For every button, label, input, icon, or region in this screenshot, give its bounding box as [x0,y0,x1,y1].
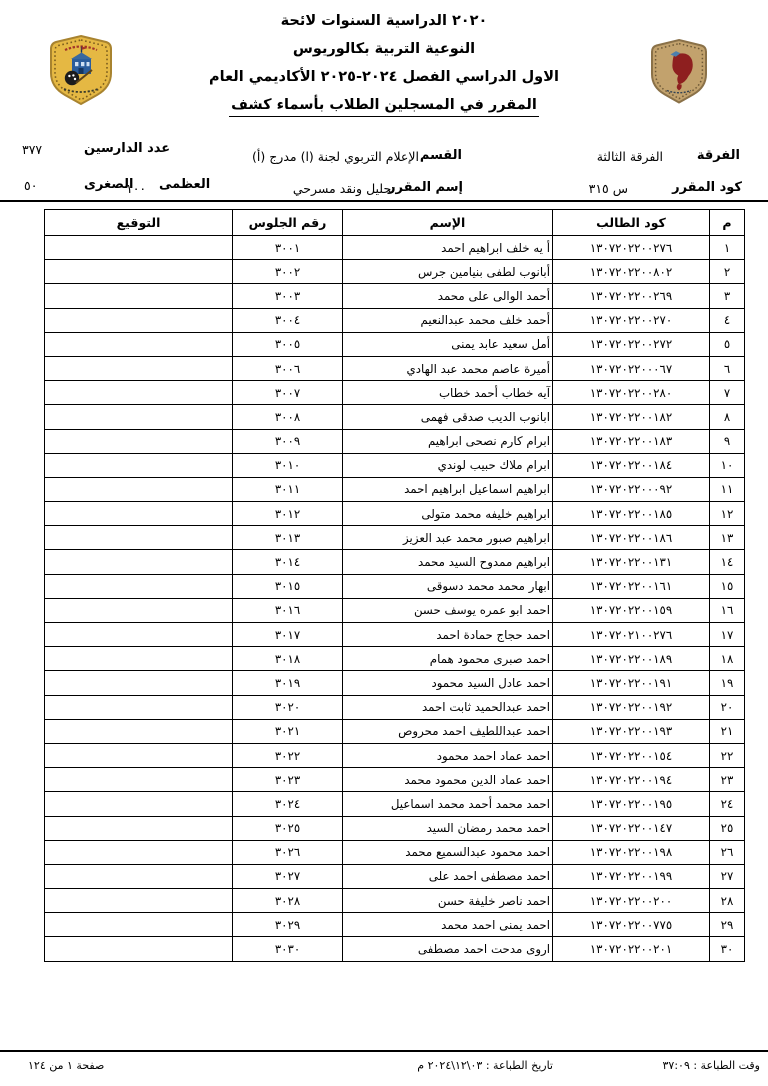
title-word: بكالوريوس [292,41,370,57]
student-code: ١٣٠٧٢٠٢٢٠٠١٨٩ [553,647,710,671]
signature-cell [45,598,233,622]
signature-cell [45,864,233,888]
student-code: ١٣٠٧٢٠٢٢٠٠١٥٩ [553,598,710,622]
signature-cell [45,623,233,647]
signature-cell [45,840,233,864]
student-index: ١٥ [710,574,745,598]
student-row [45,743,745,767]
seat-number: ٣٠٢٠ [233,695,343,719]
signature-cell [45,816,233,840]
course-code-value: س ٣١٥ [588,181,628,196]
signature-cell [45,743,233,767]
student-name: أحمد الوالى على محمد [343,284,553,308]
seat-number: ٣٠١٨ [233,647,343,671]
student-code: ١٣٠٧٢٠٢٢٠٠٢٨٠ [553,381,710,405]
signature-cell [45,236,233,260]
student-name: احمد حجاج حمادة احمد [343,623,553,647]
student-code: ١٣٠٧٢٠٢٢٠٠١٨٥ [553,502,710,526]
student-index: ٢٠ [710,695,745,719]
signature-cell [45,913,233,937]
student-code: ١٣٠٧٢٠٢٢٠٠١٩٥ [553,792,710,816]
title-word: النوعية [425,41,476,57]
degree-title-text [290,41,477,57]
col-header-signature: التوقيع [45,210,233,236]
regulation-title-text [278,13,490,29]
student-index: ٢١ [710,719,745,743]
degree-title [0,41,768,57]
student-row [45,453,745,477]
student-name: ابرام كارم نصحى ابراهيم [343,429,553,453]
seat-number: ٣٠٢١ [233,719,343,743]
seat-number: ٣٠١٢ [233,502,343,526]
student-row [45,284,745,308]
student-row [45,816,745,840]
student-code: ١٣٠٧٢٠٢٢٠٠١٩٨ [553,840,710,864]
col-header-seat: رقم الجلوس [233,210,343,236]
student-row [45,356,745,380]
signature-cell [45,477,233,501]
seat-number: ٣٠٠٤ [233,308,343,332]
student-name: ابهار محمد محمد دسوقى [343,574,553,598]
page-title [229,97,540,117]
student-row [45,864,745,888]
title-word: في [459,97,484,113]
student-code: ١٣٠٧٢٠٢٢٠٠٠٦٧ [553,356,710,380]
academic-year-title-text [207,69,562,85]
seat-number: ٣٠٢٩ [233,913,343,937]
signature-cell [45,550,233,574]
seat-number: ٣٠١٣ [233,526,343,550]
seat-number: ٣٠٠٩ [233,429,343,453]
student-code: ١٣٠٧٢٠٢٢٠٠٠٩٢ [553,477,710,501]
student-index: ٢ [710,260,745,284]
student-index: ١٣ [710,526,745,550]
student-row [45,671,745,695]
seat-number: ٣٠١٧ [233,623,343,647]
student-code: ١٣٠٧٢٠٢٢٠٠١٦١ [553,574,710,598]
title-word: ٢٠٢٠ [451,13,488,29]
signature-cell [45,647,233,671]
student-code: ١٣٠٧٢٠٢٢٠٠١٨٣ [553,429,710,453]
student-row [45,260,745,284]
signature-cell [45,695,233,719]
col-header-name: الإسم [343,210,553,236]
title-word: لائحة [280,13,317,29]
student-code: ١٣٠٧٢٠٢١٠٠٢٧٦ [553,623,710,647]
student-code: ١٣٠٧٢٠٢٢٠٠٢٧٢ [553,332,710,356]
student-name: احمد مصطفى احمد على [343,864,553,888]
student-code: ١٣٠٧٢٠٢٢٠٠١٩١ [553,671,710,695]
seat-number: ٣٠١٩ [233,671,343,695]
signature-cell [45,429,233,453]
student-index: ١ [710,236,745,260]
signature-cell [45,574,233,598]
student-index: ٤ [710,308,745,332]
student-name: احمد عبدالحميد ثابت احمد [343,695,553,719]
student-row [45,550,745,574]
course-code-label: كود المقرر [672,180,742,195]
student-name: ابرام ملاك حبيب لوندي [343,453,553,477]
seat-number: ٣٠٢٤ [233,792,343,816]
col-header-code: كود الطالب [553,210,710,236]
student-name: احمد عماد الدين محمود محمد [343,768,553,792]
student-row [45,840,745,864]
student-row [45,695,745,719]
seat-number: ٣٠١٤ [233,550,343,574]
student-name: احمد محمد رمضان السيد [343,816,553,840]
seat-number: ٣٠٠٣ [233,284,343,308]
student-name: احمد صبرى محمود همام [343,647,553,671]
student-name: احمد ناصر خليفة حسن [343,889,553,913]
regulation-title [0,13,768,29]
seat-number: ٣٠٠١ [233,236,343,260]
title-word: المقرر [488,97,537,113]
student-index: ٢٦ [710,840,745,864]
signature-cell [45,356,233,380]
title-word: العام [209,69,244,85]
grade-label: الفرقة [696,148,740,163]
student-row [45,623,745,647]
signature-cell [45,719,233,743]
academic-year-title [0,69,768,85]
student-row [45,574,745,598]
student-row [45,792,745,816]
signature-cell [45,526,233,550]
signature-cell [45,502,233,526]
student-row [45,502,745,526]
student-row [45,889,745,913]
student-index: ٥ [710,332,745,356]
seat-number: ٣٠١٦ [233,598,343,622]
student-code: ١٣٠٧٢٠٢٢٠٠٨٠٢ [553,260,710,284]
student-name: احمد عبداللطيف احمد محروص [343,719,553,743]
signature-cell [45,381,233,405]
title-word: ٢٠٢٤-٢٠٢٥ [320,69,398,85]
title-word: كشف [231,97,272,113]
print-time: وقت الطباعة : ٣٧:٠٩ [662,1059,760,1072]
student-name: أبانوب لطفى بنيامين جرس [343,260,553,284]
student-code: ١٣٠٧٢٠٢٢٠٠١٩٢ [553,695,710,719]
seat-number: ٣٠٢٢ [233,743,343,767]
seat-number: ٣٠١٥ [233,574,343,598]
student-index: ١٢ [710,502,745,526]
student-code: ١٣٠٧٢٠٢٢٠٠٢٧٠ [553,308,710,332]
student-code: ١٣٠٧٢٠٢٢٠٠٢٦٩ [553,284,710,308]
print-date: تاريخ الطباعة : ٠٣\١٢\٢٠٢٤ م [417,1059,553,1072]
seat-number: ٣٠٠٢ [233,260,343,284]
title-word: الدراسي [455,69,517,85]
signature-cell [45,284,233,308]
student-row [45,308,745,332]
student-name: احمد ابو عمره يوسف حسن [343,598,553,622]
student-row [45,647,745,671]
title-word: الفصل [402,69,451,85]
student-count-label: عدد الدارسين [84,141,171,156]
student-row [45,236,745,260]
student-index: ٧ [710,381,745,405]
signature-cell [45,792,233,816]
student-name: اروى مدحت احمد مصطفى [343,937,553,961]
signature-cell [45,405,233,429]
student-code: ١٣٠٧٢٠٢٢٠٠١٩٤ [553,768,710,792]
student-code: ١٣٠٧٢٠٢٢٠٠١٨٢ [553,405,710,429]
student-code: ١٣٠٧٢٠٢٢٠٠٧٧٥ [553,913,710,937]
student-code: ١٣٠٧٢٠٢٢٠٠١٨٦ [553,526,710,550]
seat-number: ٣٠٢٥ [233,816,343,840]
seat-number: ٣٠٠٥ [233,332,343,356]
student-index: ٢٨ [710,889,745,913]
signature-cell [45,453,233,477]
student-name: أحمد خلف محمد عبدالنعيم [343,308,553,332]
student-name: ابراهيم خليفه محمد متولى [343,502,553,526]
seat-number: ٣٠٢٦ [233,840,343,864]
student-name: احمد عماد احمد محمود [343,743,553,767]
student-index: ٣ [710,284,745,308]
student-row [45,405,745,429]
title-word: السنوات [321,13,381,29]
student-index: ١٠ [710,453,745,477]
department-label: القسم [419,148,462,163]
students-table [44,209,745,962]
title-word: الاول [521,69,559,85]
page-number: صفحة ١ من ١٢٤ [28,1059,105,1072]
student-name: احمد عادل السيد محمود [343,671,553,695]
student-code: ١٣٠٧٢٠٢٢٠٠٢٧٦ [553,236,710,260]
student-name: احمد محمد أحمد محمد اسماعيل [343,792,553,816]
title-word: الأكاديمي [248,69,316,85]
student-row [45,526,745,550]
seat-number: ٣٠١٠ [233,453,343,477]
student-row [45,429,745,453]
student-name: احمد محمود عبدالسميع محمد [343,840,553,864]
student-index: ٢٧ [710,864,745,888]
student-row [45,937,745,961]
student-name: ابراهيم ممدوح السيد محمد [343,550,553,574]
student-index: ١١ [710,477,745,501]
title-word: الدراسية [385,13,447,29]
signature-cell [45,671,233,695]
seat-number: ٣٠٢٨ [233,889,343,913]
student-index: ١٩ [710,671,745,695]
signature-cell [45,332,233,356]
table-header-row [45,210,745,236]
seat-number: ٣٠٠٦ [233,356,343,380]
student-index: ٢٤ [710,792,745,816]
title-word: بأسماء [276,97,325,113]
signature-cell [45,768,233,792]
seat-number: ٣٠١١ [233,477,343,501]
max-grade-label: العظمى [159,177,211,192]
max-grade-value: ١٠٠ [126,181,147,196]
seat-number: ٣٠٣٠ [233,937,343,961]
seat-number: ٣٠٠٨ [233,405,343,429]
title-word: الطلاب [329,97,380,113]
min-grade-label: الصغرى [84,177,134,192]
student-index: ١٨ [710,647,745,671]
seat-number: ٣٠٢٣ [233,768,343,792]
signature-cell [45,308,233,332]
student-code: ١٣٠٧٢٠٢٢٠٠١٣١ [553,550,710,574]
course-name-value: تحليل ونقد مسرحي [292,181,395,196]
seat-number: ٣٠٠٧ [233,381,343,405]
seat-number: ٣٠٢٧ [233,864,343,888]
department-value: الإعلام التربوي لجنة (ا) مدرج (أ) [252,149,419,164]
course-name-label: إسم المقرر [388,180,463,195]
student-index: ٢٩ [710,913,745,937]
student-name: ابانوب الديب صدقى فهمى [343,405,553,429]
student-index: ٢٢ [710,743,745,767]
student-index: ١٧ [710,623,745,647]
header-separator-rule [0,200,768,202]
student-index: ٣٠ [710,937,745,961]
signature-cell [45,889,233,913]
student-code: ١٣٠٧٢٠٢٢٠٠٢٠٠ [553,889,710,913]
student-index: ٩ [710,429,745,453]
student-index: ١٤ [710,550,745,574]
students-table-body [45,236,745,962]
student-code: ١٣٠٧٢٠٢٢٠٠١٥٤ [553,743,710,767]
signature-cell [45,937,233,961]
student-index: ٨ [710,405,745,429]
student-row [45,719,745,743]
min-grade-value: ٥٠ [24,178,38,193]
student-code: ١٣٠٧٢٠٢٢٠٠٢٠١ [553,937,710,961]
sheet-title [0,97,768,117]
title-word: المسجلين [384,97,455,113]
footer-separator-rule [0,1050,768,1052]
student-index: ٢٣ [710,768,745,792]
student-count-value: ٣٧٧ [22,142,43,157]
student-index: ٦ [710,356,745,380]
student-row [45,477,745,501]
student-code: ١٣٠٧٢٠٢٢٠٠١٩٣ [553,719,710,743]
student-name: ابراهيم اسماعيل ابراهيم احمد [343,477,553,501]
title-word: التربية [374,41,421,57]
student-row [45,381,745,405]
student-index: ١٦ [710,598,745,622]
student-row [45,913,745,937]
student-code: ١٣٠٧٢٠٢٢٠٠١٨٤ [553,453,710,477]
student-name: احمد يمنى احمد محمد [343,913,553,937]
student-name: أمل سعيد عابد يمنى [343,332,553,356]
student-code: ١٣٠٧٢٠٢٢٠٠١٤٧ [553,816,710,840]
student-row [45,332,745,356]
student-name: أ يه خلف ابراهيم احمد [343,236,553,260]
student-row [45,598,745,622]
student-row [45,768,745,792]
student-name: ابراهيم صبور محمد عبد العزيز [343,526,553,550]
student-name: آيه خطاب أحمد خطاب [343,381,553,405]
student-name: أميرة عاصم محمد عبد الهادي [343,356,553,380]
col-header-index: م [710,210,745,236]
signature-cell [45,260,233,284]
student-index: ٢٥ [710,816,745,840]
student-code: ١٣٠٧٢٠٢٢٠٠١٩٩ [553,864,710,888]
grade-value: الفرقة الثالثة [596,149,663,164]
